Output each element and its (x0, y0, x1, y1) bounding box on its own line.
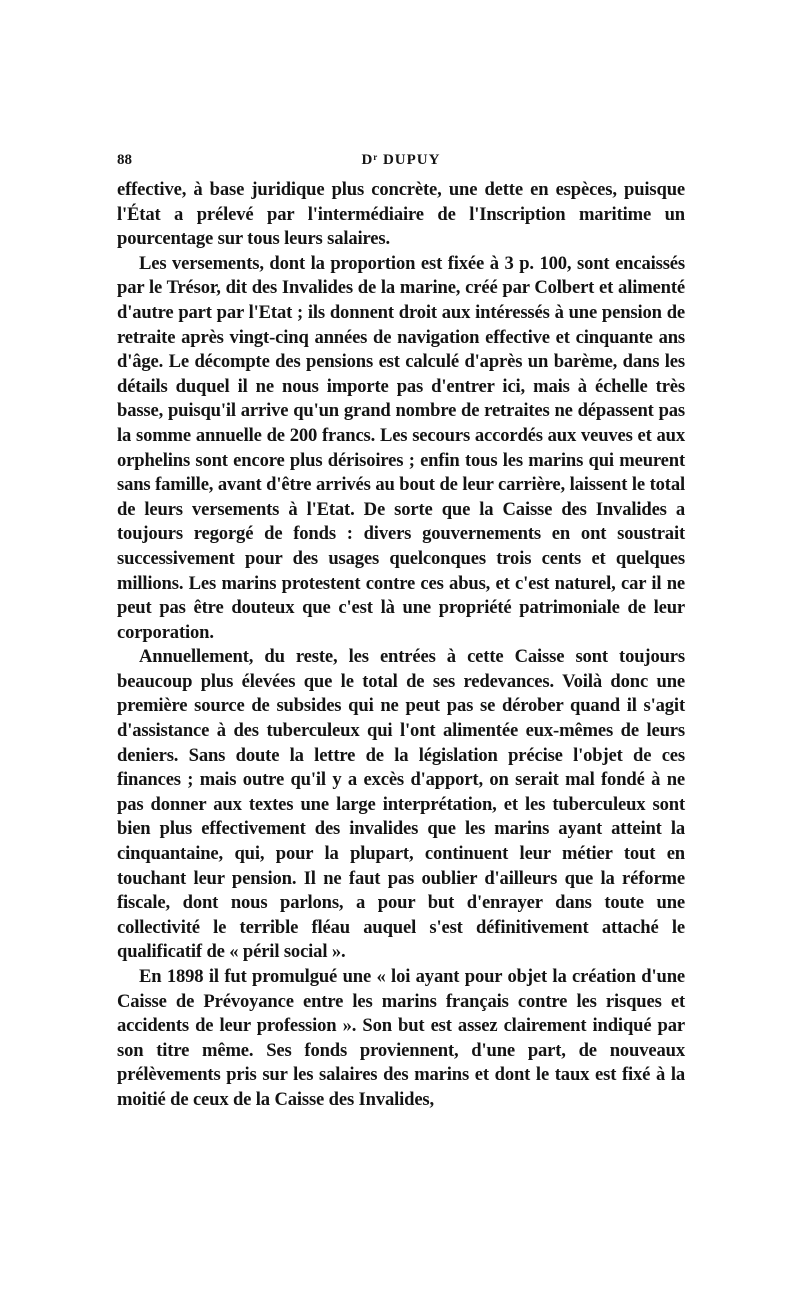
paragraph-1: effective, à base juridique plus concrète, une dette en espèces, puisque l'État a prélevé par l'intermédiaire de l'Inscription maritime un pourcentage sur tous leurs salaires. (117, 179, 685, 250)
book-page (117, 152, 685, 1113)
paragraph-3: Annuellement, du reste, les entrées à cette Caisse sont toujours beaucoup plus élevées que le total de ses redevances. Voilà donc une première source de subsides qui ne peut pas se dérober quand il s'agit d'assistance à des tuberculeux qui l'ont alimentée eux-mêmes de leurs deniers. Sans doute la lettre de la législation précise l'objet de ces finances ; mais outre qu'il y a excès d'apport, on serait mal fondé à ne pas donner aux textes une large interprétation, et les tuberculeux sont bien plus effectivement des invalides que les marins ayant atteint la cinquantaine, qui, pour la plupart, continuent leur métier tout en touchant leur pension. Il ne faut pas oublier d'ailleurs que la réforme fiscale, dont nous parlons, a pour but d'enrayer dans toute une collectivité le terrible fléau auquel s'est définitivement attaché le qualificatif de « péril social ». (117, 646, 685, 963)
paragraph-2: Les versements, dont la proportion est fixée à 3 p. 100, sont encaissés par le Trésor, dit des Invalides de la marine, créé par Colbert et alimenté d'autre part par l'Etat ; ils donnent droit aux intéressés à une pension de retraite après vingt-cinq années de navigation effective et cinquante ans d'âge. Le décompte des pensions est calculé d'après un barème, dans les détails duquel il ne nous importe pas d'entrer ici, mais à échelle très basse, puisqu'il arrive qu'un grand nombre de retraites ne dépassent pas la somme annuelle de 200 francs. Les secours accordés aux veuves et aux orphelins sont encore plus dérisoires ; enfin tous les marins qui meurent sans famille, avant d'être arrivés au bout de leur carrière, laissent le total de leurs versements à l'Etat. De sorte que la Caisse des Invalides a toujours regorgé de fonds : divers gouvernements en ont soustrait successivement pour des usages quelconques trois cents et quelques millions. Les marins protestent contre ces abus, et c'est naturel, car il ne peut pas être douteux que c'est là une propriété patrimoniale de leur corporation. (117, 252, 685, 643)
paragraph-4: En 1898 il fut promulgué une « loi ayant pour objet la création d'une Caisse de Prévoyance entre les marins français contre les risques et accidents de leur profession ». Son but est assez clairement indiqué par son titre même. Ses fonds proviennent, d'une part, de nouveaux prélèvements pris sur les salaires des marins et dont le taux est fixé à la moitié de ceux de la Caisse des Invalides, (117, 966, 685, 1110)
running-head (117, 152, 685, 174)
running-head-author: Dʳ DUPUY (361, 152, 441, 168)
page-number: 88 (117, 152, 132, 168)
body-text (117, 178, 685, 1113)
